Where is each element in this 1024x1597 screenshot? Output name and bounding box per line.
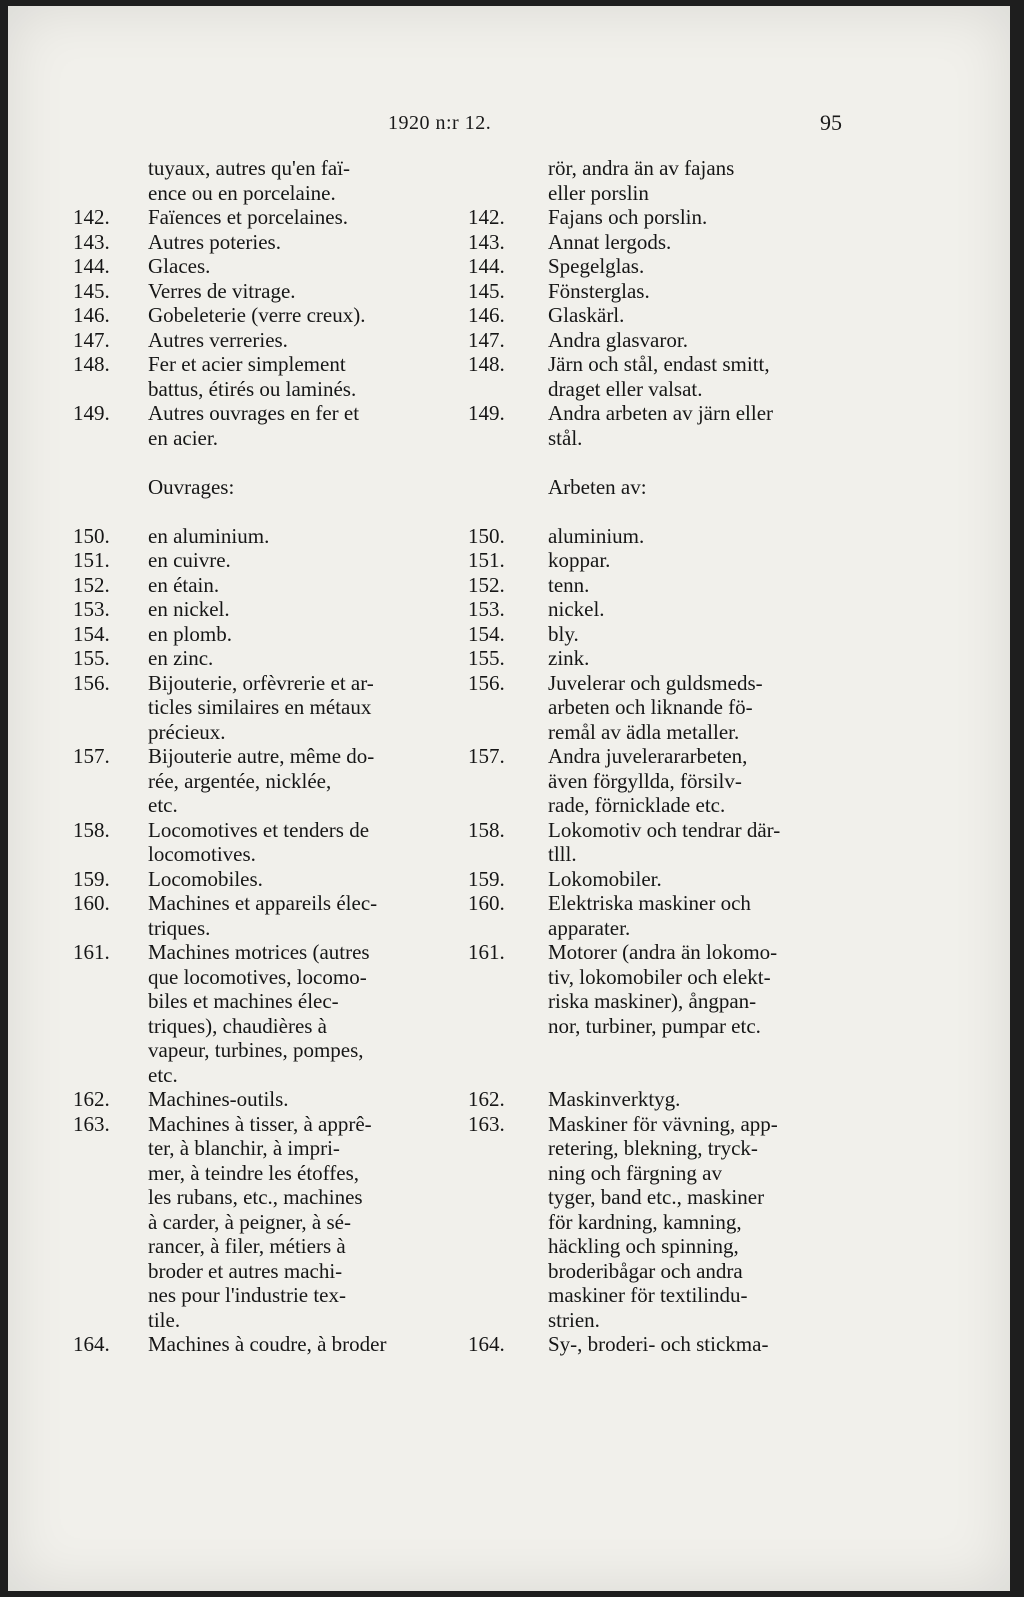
swedish-line <box>468 377 853 402</box>
swedish-line <box>468 1038 853 1063</box>
french-item-number: 148. <box>73 352 110 376</box>
french-item-text: Machines motrices (autres <box>148 940 370 964</box>
french-item-number: 147. <box>73 327 110 352</box>
swedish-item-text: bly. <box>548 621 579 646</box>
french-item-number: 151. <box>73 548 110 572</box>
french-line <box>73 328 451 353</box>
swedish-line <box>468 205 853 230</box>
french-item-number: 145. <box>73 278 110 303</box>
french-item-text: biles et machines élec- <box>148 989 339 1013</box>
french-item-text: en nickel. <box>148 597 230 621</box>
french-line <box>73 401 451 426</box>
french-item-text: ticles similaires en métaux <box>148 695 372 719</box>
swedish-line <box>468 499 853 524</box>
french-item-number: 160. <box>73 891 110 915</box>
french-item-text: vapeur, turbines, pompes, <box>148 1038 364 1062</box>
french-item-text: en plomb. <box>148 621 232 646</box>
french-line <box>73 279 451 304</box>
swedish-item-text: tyger, band etc., maskiner <box>548 1185 765 1209</box>
french-line <box>73 720 451 745</box>
swedish-line <box>468 1234 853 1259</box>
french-item-text: Machines à coudre, à broder <box>148 1332 387 1356</box>
french-line <box>73 1259 451 1284</box>
swedish-item-text: Annat lergods. <box>548 229 672 254</box>
swedish-line <box>468 303 853 328</box>
swedish-line <box>468 254 853 279</box>
swedish-item-text: Elektriska maskiner och <box>548 891 751 915</box>
swedish-item-text: tenn. <box>548 572 590 597</box>
french-line <box>73 646 451 671</box>
swedish-item-text: Maskiner för vävning, app- <box>548 1111 778 1136</box>
swedish-line <box>468 328 853 353</box>
french-item-number: 142. <box>73 205 110 229</box>
french-item-text: en zinc. <box>148 646 214 670</box>
swedish-item-text: ning och färgning av <box>548 1160 722 1185</box>
french-line <box>73 205 451 230</box>
french-item-text: que locomotives, locomo- <box>148 964 367 989</box>
swedish-item-number: 164. <box>468 1332 505 1356</box>
french-item-text: en cuivre. <box>148 548 231 572</box>
french-line <box>73 891 451 916</box>
swedish-line <box>468 744 853 769</box>
swedish-line <box>468 769 853 794</box>
swedish-line <box>468 1332 853 1357</box>
french-item-text: etc. <box>148 793 178 817</box>
french-item-text: rée, argentée, nicklée, <box>148 768 332 793</box>
swedish-line <box>468 1259 853 1284</box>
french-item-text: Machines à tisser, à apprê- <box>148 1111 372 1136</box>
french-item-number: 159. <box>73 866 110 891</box>
french-item-number: 161. <box>73 940 110 964</box>
french-line <box>73 940 451 965</box>
document-page <box>8 6 1010 1591</box>
french-item-text: locomotives. <box>148 842 256 866</box>
swedish-item-text: zink. <box>548 646 590 670</box>
swedish-line <box>468 230 853 255</box>
french-item-text: triques), chaudières à <box>148 1013 328 1038</box>
french-item-text: triques. <box>148 915 211 940</box>
swedish-line <box>468 1087 853 1112</box>
swedish-item-number: 155. <box>468 646 505 670</box>
swedish-item-text: Juvelerar och guldsmeds- <box>548 670 763 695</box>
french-line <box>73 548 451 573</box>
french-item-text: ence ou en porcelaine. <box>148 180 336 205</box>
french-item-number: 146. <box>73 303 110 327</box>
swedish-line <box>468 671 853 696</box>
french-item-text: broder et autres machi- <box>148 1258 343 1283</box>
swedish-line <box>468 793 853 818</box>
french-line <box>73 1161 451 1186</box>
french-item-text: précieux. <box>148 719 226 744</box>
swedish-item-text: Spegelglas. <box>548 254 645 278</box>
swedish-item-text: remål av ädla metaller. <box>548 719 740 744</box>
french-item-text: tuyaux, autres qu'en faï- <box>148 156 351 180</box>
swedish-line <box>468 1112 853 1137</box>
swedish-item-text: eller porslin <box>548 180 649 205</box>
french-item-text: Glaces. <box>148 254 211 278</box>
swedish-item-text: för kardning, kamning, <box>548 1209 742 1234</box>
swedish-item-number: 147. <box>468 327 505 352</box>
swedish-line <box>468 401 853 426</box>
french-item-text: Autres ouvrages en fer et <box>148 401 360 425</box>
swedish-line <box>468 1210 853 1235</box>
french-item-text: Gobeleterie (verre creux). <box>148 303 366 327</box>
swedish-line <box>468 867 853 892</box>
swedish-line <box>468 450 853 475</box>
swedish-item-text: arbeten och liknande fö- <box>548 695 753 719</box>
french-item-text: en aluminium. <box>148 523 270 548</box>
page-number: 95 <box>820 110 842 135</box>
french-line <box>73 622 451 647</box>
swedish-line <box>468 1136 853 1161</box>
swedish-line <box>468 548 853 573</box>
swedish-line <box>468 475 853 500</box>
swedish-item-text: Sy-, broderi- och stickma- <box>548 1332 769 1356</box>
french-item-text: en étain. <box>148 572 220 597</box>
swedish-line <box>468 156 853 181</box>
french-column <box>73 156 451 1357</box>
swedish-item-text: apparater. <box>548 915 631 940</box>
french-item-number: 164. <box>73 1332 110 1356</box>
french-line <box>73 573 451 598</box>
french-item-number: 150. <box>73 523 110 548</box>
swedish-line <box>468 622 853 647</box>
swedish-item-text: rade, förnicklade etc. <box>548 793 726 817</box>
swedish-line <box>468 940 853 965</box>
french-line <box>73 1210 451 1235</box>
french-item-number: 143. <box>73 229 110 254</box>
swedish-item-number: 143. <box>468 229 505 254</box>
french-line <box>73 450 451 475</box>
swedish-item-number: 144. <box>468 254 505 278</box>
swedish-line <box>468 1185 853 1210</box>
french-line <box>73 426 451 451</box>
french-line <box>73 254 451 279</box>
swedish-item-text: strien. <box>548 1307 600 1332</box>
french-line <box>73 1308 451 1333</box>
swedish-line <box>468 695 853 720</box>
swedish-item-text: broderibågar och andra <box>548 1258 743 1283</box>
swedish-item-text: Maskinverktyg. <box>548 1087 681 1111</box>
french-line <box>73 695 451 720</box>
french-item-text: Autres verreries. <box>148 327 288 352</box>
french-item-text: Fer et acier simplement <box>148 352 346 376</box>
swedish-line <box>468 279 853 304</box>
french-line <box>73 156 451 181</box>
french-item-text: rancer, à filer, métiers à <box>148 1234 346 1258</box>
french-line <box>73 597 451 622</box>
french-line <box>73 524 451 549</box>
swedish-item-text: riska maskiner), ångpan- <box>548 989 757 1013</box>
swedish-item-number: 163. <box>468 1111 505 1136</box>
french-line <box>73 744 451 769</box>
swedish-item-number: 159. <box>468 866 505 891</box>
swedish-column <box>468 156 853 1357</box>
swedish-item-text: häckling och spinning, <box>548 1234 739 1258</box>
swedish-line <box>468 181 853 206</box>
french-line <box>73 230 451 255</box>
french-line <box>73 1185 451 1210</box>
swedish-item-number: 162. <box>468 1087 505 1111</box>
french-line <box>73 1063 451 1088</box>
french-item-text: Verres de vitrage. <box>148 278 296 303</box>
swedish-item-text: Lokomotiv och tendrar där- <box>548 817 781 842</box>
french-item-text: Bijouterie autre, même do- <box>148 744 375 768</box>
swedish-line <box>468 646 853 671</box>
french-line <box>73 499 451 524</box>
french-line <box>73 181 451 206</box>
french-item-number: 149. <box>73 401 110 425</box>
swedish-item-text: maskiner för textilindu- <box>548 1283 748 1307</box>
french-line <box>73 1014 451 1039</box>
swedish-item-number: 158. <box>468 817 505 842</box>
swedish-line <box>468 1014 853 1039</box>
swedish-item-text: nor, turbiner, pumpar etc. <box>548 1013 761 1038</box>
swedish-item-text: Andra glasvaror. <box>548 327 688 352</box>
french-item-text: Locomotives et tenders de <box>148 817 370 842</box>
french-line <box>73 1283 451 1308</box>
swedish-item-text: Andra juvelerararbeten, <box>548 744 748 768</box>
french-line <box>73 352 451 377</box>
french-item-text: tile. <box>148 1307 181 1332</box>
swedish-item-text: Andra arbeten av järn eller <box>548 401 774 425</box>
swedish-item-text: Järn och stål, endast smitt, <box>548 352 770 376</box>
french-item-number: 158. <box>73 817 110 842</box>
french-item-text: battus, étirés ou laminés. <box>148 376 357 401</box>
french-line <box>73 1087 451 1112</box>
french-item-number: 154. <box>73 621 110 646</box>
french-item-text: Faïences et porcelaines. <box>148 205 348 229</box>
swedish-item-number: 156. <box>468 670 505 695</box>
swedish-item-text: Fajans och porslin. <box>548 205 708 229</box>
french-item-text: en acier. <box>148 425 218 450</box>
header-issue: 1920 n:r 12. <box>388 112 492 134</box>
swedish-item-text: stål. <box>548 425 583 450</box>
french-item-text: Locomobiles. <box>148 866 263 891</box>
swedish-item-number: 149. <box>468 401 505 425</box>
swedish-item-text: retering, blekning, tryck- <box>548 1136 758 1160</box>
french-line <box>73 1038 451 1063</box>
swedish-item-text: aluminium. <box>548 523 645 548</box>
swedish-item-number: 154. <box>468 621 505 646</box>
swedish-line <box>468 965 853 990</box>
swedish-item-text: draget eller valsat. <box>548 376 703 401</box>
french-item-number: 157. <box>73 744 110 768</box>
french-line <box>73 867 451 892</box>
swedish-line <box>468 916 853 941</box>
swedish-item-text: även förgyllda, försilv- <box>548 768 742 793</box>
french-line <box>73 842 451 867</box>
french-line <box>73 475 451 500</box>
swedish-line <box>468 818 853 843</box>
swedish-item-text: nickel. <box>548 597 605 621</box>
french-item-text: les rubans, etc., machines <box>148 1185 363 1209</box>
swedish-item-number: 150. <box>468 523 505 548</box>
page-header <box>8 98 1010 138</box>
swedish-item-number: 146. <box>468 303 505 327</box>
swedish-line <box>468 597 853 622</box>
swedish-item-text: rör, andra än av fajans <box>548 156 735 180</box>
swedish-line <box>468 842 853 867</box>
swedish-line <box>468 989 853 1014</box>
french-line <box>73 965 451 990</box>
french-line <box>73 1136 451 1161</box>
french-line <box>73 1332 451 1357</box>
swedish-item-number: 142. <box>468 205 505 229</box>
swedish-line <box>468 891 853 916</box>
swedish-item-number: 161. <box>468 940 505 964</box>
french-line <box>73 1112 451 1137</box>
swedish-item-number: 152. <box>468 572 505 597</box>
french-item-text: etc. <box>148 1062 178 1087</box>
french-item-text: Ouvrages: <box>148 474 235 499</box>
french-item-number: 155. <box>73 646 110 670</box>
swedish-line <box>468 720 853 745</box>
swedish-item-text: tiv, lokomobiler och elekt- <box>548 964 771 989</box>
swedish-line <box>468 524 853 549</box>
swedish-item-number: 148. <box>468 352 505 376</box>
french-item-text: nes pour l'industrie tex- <box>148 1283 346 1307</box>
french-item-number: 152. <box>73 572 110 597</box>
french-line <box>73 818 451 843</box>
swedish-item-text: Arbeten av: <box>548 474 647 499</box>
french-line <box>73 377 451 402</box>
french-item-text: mer, à teindre les étoffes, <box>148 1160 360 1185</box>
swedish-line <box>468 1283 853 1308</box>
swedish-line <box>468 1308 853 1333</box>
french-item-number: 144. <box>73 254 110 278</box>
french-item-text: à carder, à peigner, à sé- <box>148 1209 351 1234</box>
swedish-line <box>468 1063 853 1088</box>
french-item-number: 162. <box>73 1087 110 1111</box>
french-item-text: Machines-outils. <box>148 1087 289 1111</box>
french-item-number: 153. <box>73 597 110 621</box>
swedish-item-text: koppar. <box>548 548 611 572</box>
swedish-item-number: 153. <box>468 597 505 621</box>
french-item-number: 156. <box>73 670 110 695</box>
french-line <box>73 671 451 696</box>
french-item-text: Bijouterie, orfèvrerie et ar- <box>148 670 374 695</box>
french-line <box>73 989 451 1014</box>
french-line <box>73 916 451 941</box>
swedish-line <box>468 352 853 377</box>
swedish-item-text: Lokomobiler. <box>548 866 662 891</box>
french-line <box>73 1234 451 1259</box>
swedish-item-text: Motorer (andra än lokomo- <box>548 940 778 964</box>
swedish-item-number: 151. <box>468 548 505 572</box>
swedish-item-text: Glaskärl. <box>548 303 625 327</box>
swedish-item-number: 157. <box>468 744 505 768</box>
french-item-number: 163. <box>73 1111 110 1136</box>
french-item-text: Machines et appareils élec- <box>148 891 378 915</box>
swedish-line <box>468 573 853 598</box>
french-item-text: ter, à blanchir, à impri- <box>148 1136 340 1160</box>
swedish-line <box>468 1161 853 1186</box>
french-line <box>73 793 451 818</box>
swedish-line <box>468 426 853 451</box>
french-line <box>73 769 451 794</box>
swedish-item-number: 160. <box>468 891 505 915</box>
french-item-text: Autres poteries. <box>148 229 281 254</box>
swedish-item-number: 145. <box>468 278 505 303</box>
swedish-item-text: tlll. <box>548 842 577 866</box>
french-line <box>73 303 451 328</box>
swedish-item-text: Fönsterglas. <box>548 278 650 303</box>
